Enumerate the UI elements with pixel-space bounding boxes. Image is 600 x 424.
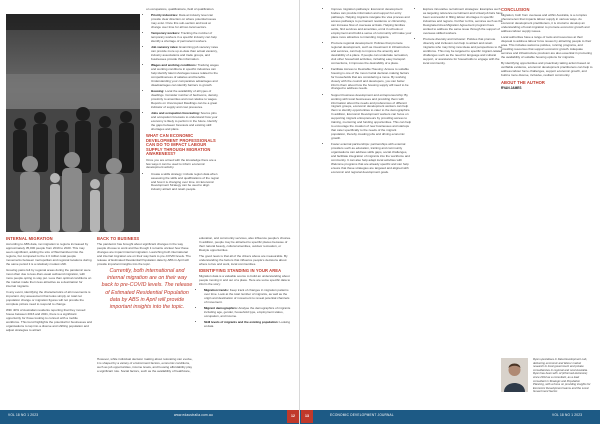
section-heading-internal-migration: INTERNAL MIGRATION: [6, 236, 53, 241]
right-page-column-4: [501, 8, 593, 91]
photo-caption: British migrant workforce arrives in Ancona Board is greeted by Prime Minister Ben Chifley at Bonegilla Migrant Reception Centre, Victoria. 1950.: [6, 4, 113, 11]
list-item: • Housing: Local the availability of all types of dwellings. Consider number of bedrooms, density, proximity to amenities and cost relative to wages. Reports on Unoccupied Dwellings can be a great indicator of supply and cost pressures.: [151, 90, 220, 110]
list-item: • Wages and working conditions: Tracking wages and working conditions in specific industries can help identify talent shortages issues related to the competitiveness of salaries and benefits. Understanding your comparative advantages and disadvantages can identify barriers to growth.: [151, 64, 220, 88]
historic-migrant-photo: [6, 14, 140, 232]
footer-journal-name: ECONOMIC DEVELOPMENT JOURNAL: [330, 413, 394, 417]
page-gutter: [299, 0, 300, 424]
left-page-column-1: [6, 237, 92, 335]
bullet-list: [326, 8, 412, 175]
section-heading-conclusion: CONCLUSION: [501, 7, 530, 12]
paragraph: The good news is that all of the drivers above are measurable. By understanding the factors that influence people's decisions about where to live and work, local communities.: [199, 254, 288, 266]
list-item: • Promote diversity and inclusion: Policies that promote diversity and inclusion can help to attract and retain migrants who may bring new ideas and perspectives to the workforce. This may be targeted to specific migrant-related challenges such as the need for language and cultural support, or assistance for households to engage with the local community.: [423, 38, 504, 66]
list-item: • Explore innovative recruitment strategies: Examples such as targeting reference recruitment and virtual job fairs have been successful in filling labour shortages in specific industries and regions. Further to this, services such as the Designated Area Migration Agreement program have worked to address the same issue through the support of overseas skilled workers.: [423, 8, 504, 36]
author-bio: Ryan specialises in Data Development Lab, delivering economic and labour market research to local government and private consultancies in regional and rural Australia. Ryan has been with .id (informed decisions) since 2014 as a consultant, as a lead consultant in Strategic and Population Planning, with a focus on providing insights for Economic Development teams and the Local Government Sector.: [533, 357, 591, 394]
paragraph: In any event, identifying the characteristics of all movements is important. Any assessment that looks simply on total net population change or migration figures will not provide the complete picture need to respond to change.: [6, 290, 91, 306]
page-number-right: 13: [301, 410, 313, 423]
list-item: • Promote regional development: Policies that promote regional development, such as investment in infrastructure and services, can help to improve the amenity and desirability of a place. If people can undertake recreation, visit other household activities, including easy transport connections, it improves the desirability of a place.: [331, 42, 412, 66]
footer-website-link[interactable]: www.edaustralia.com.au: [174, 413, 213, 417]
paragraph: Growing pains felt by regional areas during the pandemic were most often due to less-than-usual outbound migration, with more people opting to stay put. Less than optimal conditions on the market made them less attractive as a destination for internal migrants.: [6, 268, 92, 288]
author-name: RYAN JAMES: [501, 86, 522, 91]
right-page-column-2: [326, 8, 412, 177]
list-item: • Foster external partnerships: partnerships with external providers such as education, training and community organisations can address skills gaps, social challenges, and facilitate integration of migrants into the workforce and community. It can also help adapt local activities with Welcome programs that are already specific and can help ensure that these strategies are targeted and aligned with economic and regional development goals.: [331, 143, 412, 175]
list-item: • Jobs and occupation forecasting: Source jobs and occupation forecasts to understand how your economy is likely to perform in the future. Identify the gaps between forecasts and existing skill shortages and plans.: [151, 112, 220, 132]
paragraph: Migration data is a valuable source to build an understanding about people moving in and out of a place. Here are some specific data to inform the story:: [199, 274, 291, 287]
list-item: • Job vacancy rates: Examining job vacancy rates can provide more up-to-date than actual vacancy, industry associations and trade groups, and businesses provide this information.: [151, 46, 220, 62]
paragraph: With 40% of Australian residents reporting that they moved house between 2016 and 2021, there is a significant opportunity for those looking to connect with a mobile workforce. This trend highlights the potential for businesses and organisations to tap into a diverse and shifting population and adjust strategies to attract: [6, 308, 92, 332]
list-item: • Create a skills strategy: include region data when assessing the skills and qualifications of the region and how it is changing over time. An Economic Development Strategy can be used to align industry attract and retain people.: [151, 173, 220, 193]
footer-issue-left: VOL 18 NO 1 2023: [8, 413, 39, 417]
left-page-column-2-continued: [97, 358, 193, 376]
section-heading-about-the-author: ABOUT THE AUTHOR: [501, 79, 545, 85]
right-page-column-1: [146, 8, 220, 195]
list-item: • Temporary workers: Tracking the number of temporary workers in a specific industry can help identify a shortage of permanent workers.: [151, 32, 220, 44]
paragraph: According to ABS data, net migration to regions increased by approximately 35,000 people from 2019 to 2020. This may seem significant, adding the size of Warrnambool into the regions, but compared to the 2.3 million total people movements between metropolitan and regional locations during the same period it is a relatively modest shift.: [6, 242, 92, 266]
section-heading-what-can-ed-professionals-do: WHAT CAN ECONOMIC DEVELOPMENT PROFESSIONALS CAN DO TO IMPACT LABOUR SUPPLY THROUGH MIGRATION AWARENESS?: [146, 133, 216, 157]
bullet-list: [199, 289, 292, 329]
section-heading-identifying-standing: IDENTIFYING STANDING IN YOUR AREA: [199, 268, 282, 274]
page-number-left: 12: [287, 410, 299, 423]
bullet-list: [146, 14, 220, 132]
crowd-photo-image: [6, 14, 140, 232]
list-item: • Migrant demographics: Analyse the demographics of migrants including age, gender, household type, employment status, occupation, and income.: [204, 307, 292, 319]
list-item: • Improve migration pathways: Economic development bodies can provide information and support for entry pathways. Helping migrants navigate the visa process and access pathways to permanent residence or citizenship, can increase flow of overseas arrivals. Helping families settle, find services and amenities, enrol in schools or employment and build a sense of community will make your place more attractive to intending migrants.: [331, 8, 412, 40]
list-item: • Migration trends: Keep track of changes in migration patterns over time. Look at the total number of migrants, as well as the origin and destination of movement to reveal potential channels of movement.: [204, 289, 292, 305]
paragraph: education, and community services, also influence people's choices. In addition, people may be attracted to specific places because of their natural beauty, cultural amenities, outdoor recreation, or lifestyle opportunities.: [199, 236, 292, 252]
left-page-column-3: [199, 237, 292, 331]
paragraph: Once you are armed with the knowledge there are a few ways it can be used to inform economic development activity.: [146, 157, 217, 170]
section-heading-back-to-business: BACK TO BUSINESS: [97, 236, 140, 241]
list-item: • Facilitate Access to Desirable Housing: Access to suitable housing is one of the most crucial decision-making factors for households that are considering a move. By working closely with the council and developers, you can better inform them about how the housing supply will need to be changed to address needs.: [331, 68, 412, 92]
paragraph: Local authorities have a range of tools and resources at their disposal to address labour force issues by attracting people to their area. This includes welcome policies, running programs, and providing resources that support economic growth. Adequate services and infrastructure provision are also essential in promoting the availability of suitable housing options for migrants.: [501, 35, 592, 59]
paragraph: on occupations, qualifications, field of qualification.: [146, 7, 215, 11]
paragraph: However, while individual decision making about relocating can evolve, it is shaped by a variety of environment factors, economic conditions, such as job opportunities, income levels, and housing affordability play a significant role. Social factors, such as the availability of healthcare,: [97, 357, 193, 373]
footer-issue-right: VOL 18 NO 1 2023: [552, 413, 583, 417]
list-item: • Skill levels of migrants and the existing population: Looking at data: [204, 321, 292, 329]
right-page-column-3: [418, 8, 504, 68]
author-photo: [501, 358, 528, 392]
list-item: • Priority industries: Data at industry level can provide clear direction on where potential issues may exist. Once this sub-section and look at change over time for all two local sectors.: [151, 14, 220, 30]
paragraph: By identifying opportunities and proactively taking action based on verifiable evidence, economic development practitioners can help to address labour force challenges, support economic growth, and build a more diverse, inclusive, resilient community.: [501, 61, 593, 77]
list-item: • Support business development and entrepreneurship: By working with local businesses and providing them with information about the needs and preferences of different migrant groups, economic development workers can help them to identify opportunities to cater to the demographics. In addition, Economic Development workers can focus on supporting migrant entrepreneurs by providing access to training, mentoring and funding opportunities. This can help to encourage the creation of new businesses and startups that cater specifically to the needs of the migrant population, thereby creating jobs and driving economic growth.: [331, 94, 412, 141]
bullet-list: [146, 173, 220, 193]
bullet-list: [418, 8, 504, 66]
pull-quote: Currently, both international and internal migration are on their way back to pre-COVID levels. The release of Estimated Residential Population data by ABS in April will provide important insights into the topic.: [101, 268, 193, 311]
paragraph: Migration, both from overseas and within Australia, is a complex phenomenon that impacts labour supply in various ways. As economic development practitioners, it is crucial to develop an understanding of local migration to promote economic growth and address labour supply issues.: [501, 13, 590, 33]
left-page-column-2: [97, 237, 193, 269]
footer-bar-left: [0, 410, 299, 424]
paragraph: The pandemic has brought about significant changes in the way people choose to work and live though it remains unclear how these changes are impact internal migration. Launching both international and internal migration are on their way back to pre-COVID levels. The release of Estimated Residential Population data by ABS in April will provide important insights into the topic.: [97, 242, 191, 266]
